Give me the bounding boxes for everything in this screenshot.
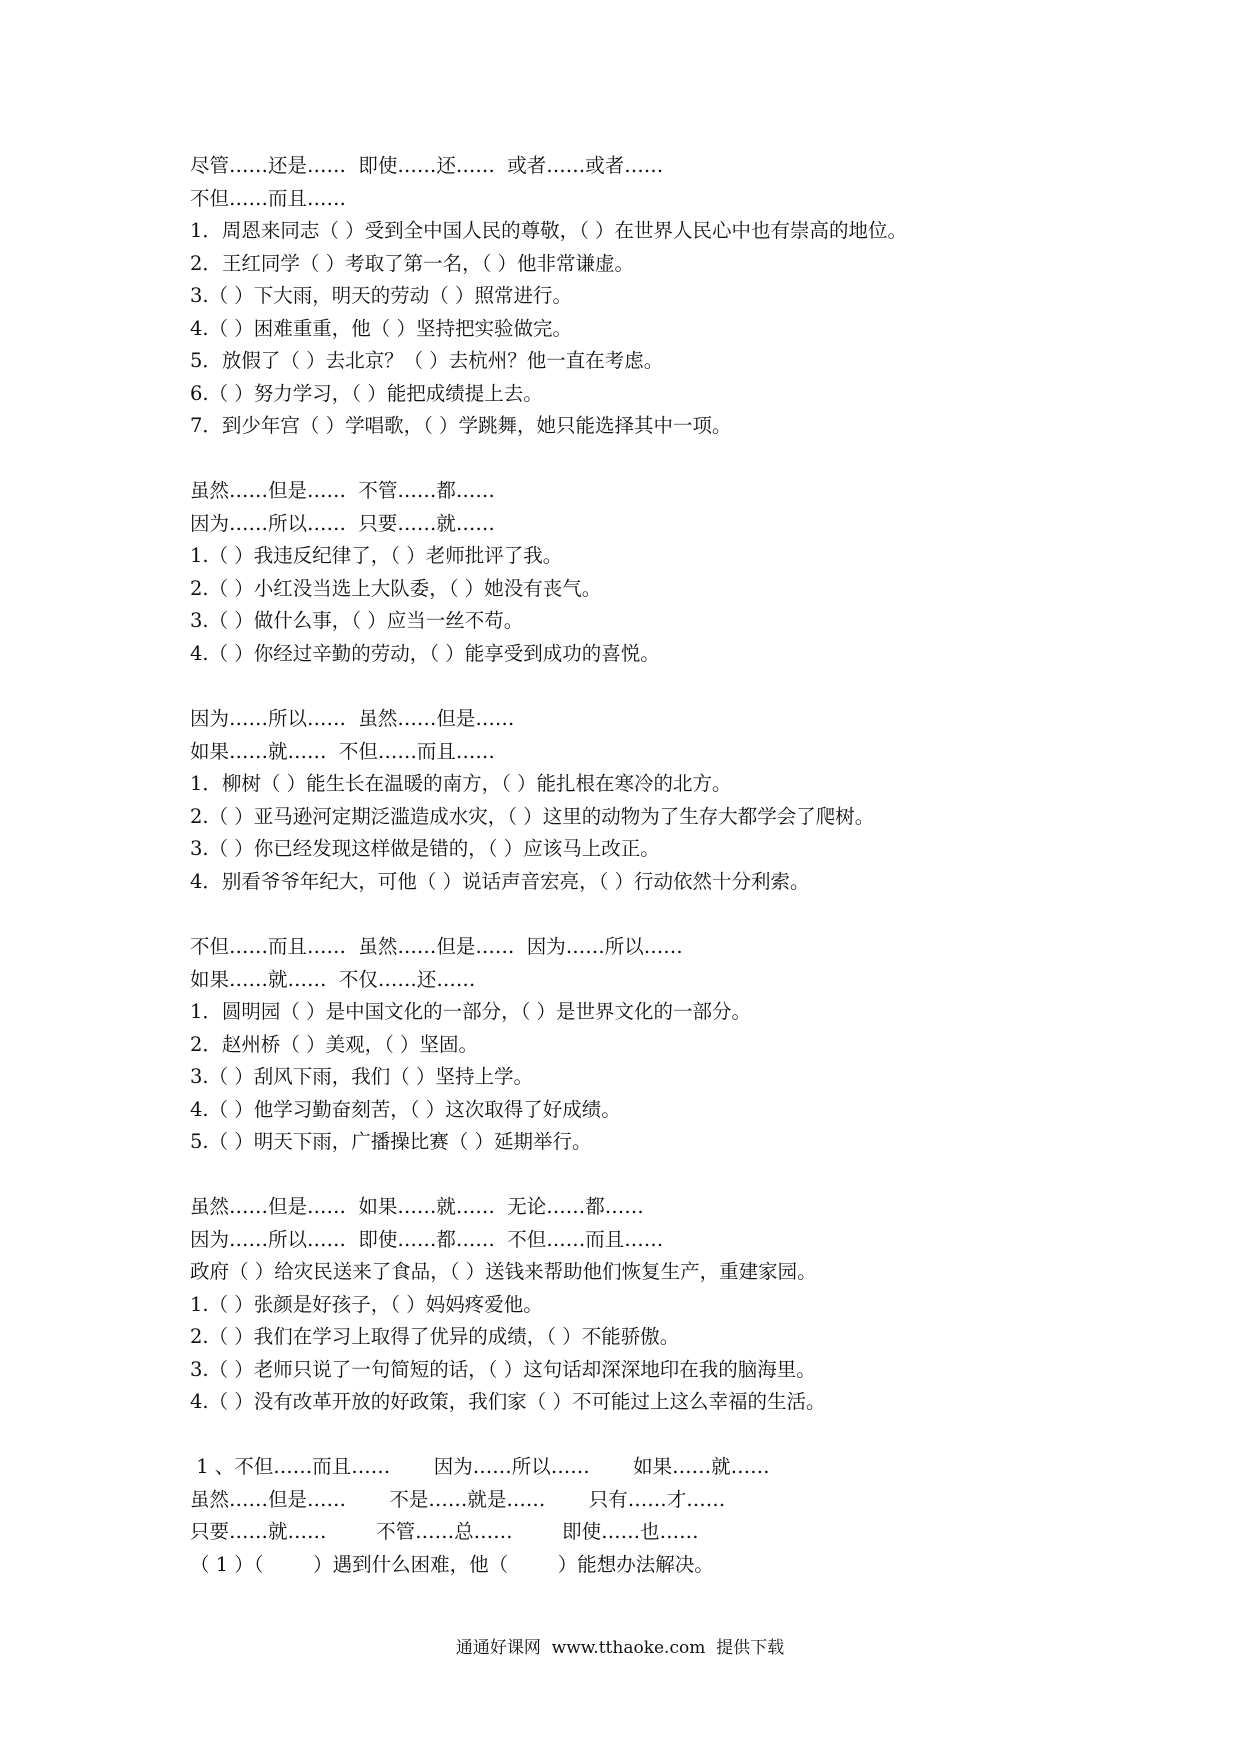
exercise-item: 1.（ ）张颜是好孩子，（ ）妈妈疼爱他。: [190, 1293, 543, 1316]
exercise-item: （ 1 ）（ ）遇到什么困难，他（ ）能想办法解决。: [190, 1553, 714, 1576]
exercise-item: 2.（ ）我们在学习上取得了优异的成绩，（ ）不能骄傲。: [190, 1325, 680, 1348]
exercise-item: 4.（ ）没有改革开放的好政策，我们家（ ）不可能过上这么幸福的生活。: [190, 1390, 826, 1413]
word-pair-line: 不但……而且……: [190, 187, 347, 210]
exercise-item: 3.（ ）老师只说了一句简短的话，（ ）这句话却深深地印在我的脑海里。: [190, 1358, 816, 1381]
word-pair-line: 如果……就…… 不仅……还……: [190, 968, 476, 991]
word-pair-line: 因为……所以…… 即使……都…… 不但……而且……: [190, 1228, 664, 1251]
exercise-item: 6.（ ）努力学习，（ ）能把成绩提上去。: [190, 382, 543, 405]
exercise-item: 4.（ ）他学习勤奋刻苦，（ ）这次取得了好成绩。: [190, 1098, 621, 1121]
exercise-item: 1．周恩来同志（ ）受到全中国人民的尊敬，（ ）在世界人民心中也有崇高的地位。: [190, 219, 908, 242]
exercise-item: 1．柳树（ ）能生长在温暖的南方，（ ）能扎根在寒冷的北方。: [190, 772, 732, 795]
exercise-item: 3.（ ）你已经发现这样做是错的，（ ）应该马上改正。: [190, 837, 660, 860]
exercise-item: 2．赵州桥（ ）美观，（ ）坚固。: [190, 1033, 479, 1056]
exercise-item: 2．王红同学（ ）考取了第一名，（ ）他非常谦虚。: [190, 252, 635, 275]
word-pair-line: 尽管……还是…… 即使……还…… 或者……或者……: [190, 154, 664, 177]
word-pair-line: 只要……就…… 不管……总…… 即使……也……: [190, 1520, 699, 1543]
exercise-item: 4.（ ）你经过辛勤的劳动，（ ）能享受到成功的喜悦。: [190, 642, 660, 665]
exercise-item: 7．到少年宫（ ）学唱歌，（ ）学跳舞，她只能选择其中一项。: [190, 414, 732, 437]
exercise-item: 2.（ ）小红没当选上大队委，（ ）她没有丧气。: [190, 577, 602, 600]
exercise-item: 1.（ ）我违反纪律了，（ ）老师批评了我。: [190, 544, 563, 567]
exercise-item: 5．放假了（ ）去北京？（ ）去杭州？他一直在考虑。: [190, 349, 664, 372]
word-pair-line: 因为……所以…… 只要……就……: [190, 512, 495, 535]
word-pair-line: 虽然……但是…… 如果……就…… 无论……都……: [190, 1195, 644, 1218]
page-footer: 通通好课网 www.tthaoke.com 提供下载: [455, 1638, 785, 1658]
exercise-item: 政府（ ）给灾民送来了食品，（ ）送钱来帮助他们恢复生产，重建家园。: [190, 1260, 817, 1283]
exercise-item: 5.（ ）明天下雨，广播操比赛（ ）延期举行。: [190, 1130, 592, 1153]
word-pair-line: 虽然……但是…… 不管……都……: [190, 479, 495, 502]
word-pair-line: 如果……就…… 不但……而且……: [190, 740, 495, 763]
word-pair-line: 虽然……但是…… 不是……就是…… 只有……才……: [190, 1488, 726, 1511]
exercise-item: 4．别看爷爷年纪大，可他（ ）说话声音宏亮，（ ）行动依然十分利索。: [190, 870, 810, 893]
exercise-item: 3.（ ）做什么事，（ ）应当一丝不苟。: [190, 609, 524, 632]
word-pair-line: 1 、不但……而且…… 因为……所以…… 如果……就……: [190, 1455, 770, 1478]
exercise-item: 2.（ ）亚马逊河定期泛滥造成水灾，（ ）这里的动物为了生存大都学会了爬树。: [190, 805, 875, 828]
exercise-item: 3.（ ）刮风下雨，我们（ ）坚持上学。: [190, 1065, 534, 1088]
exercise-item: 1．圆明园（ ）是中国文化的一部分，（ ）是世界文化的一部分。: [190, 1000, 752, 1023]
word-pair-line: 不但……而且…… 虽然……但是…… 因为……所以……: [190, 935, 683, 958]
word-pair-line: 因为……所以…… 虽然……但是……: [190, 707, 515, 730]
exercise-item: 3.（ ）下大雨，明天的劳动（ ）照常进行。: [190, 284, 573, 307]
exercise-item: 4.（ ）困难重重，他（ ）坚持把实验做完。: [190, 317, 573, 340]
